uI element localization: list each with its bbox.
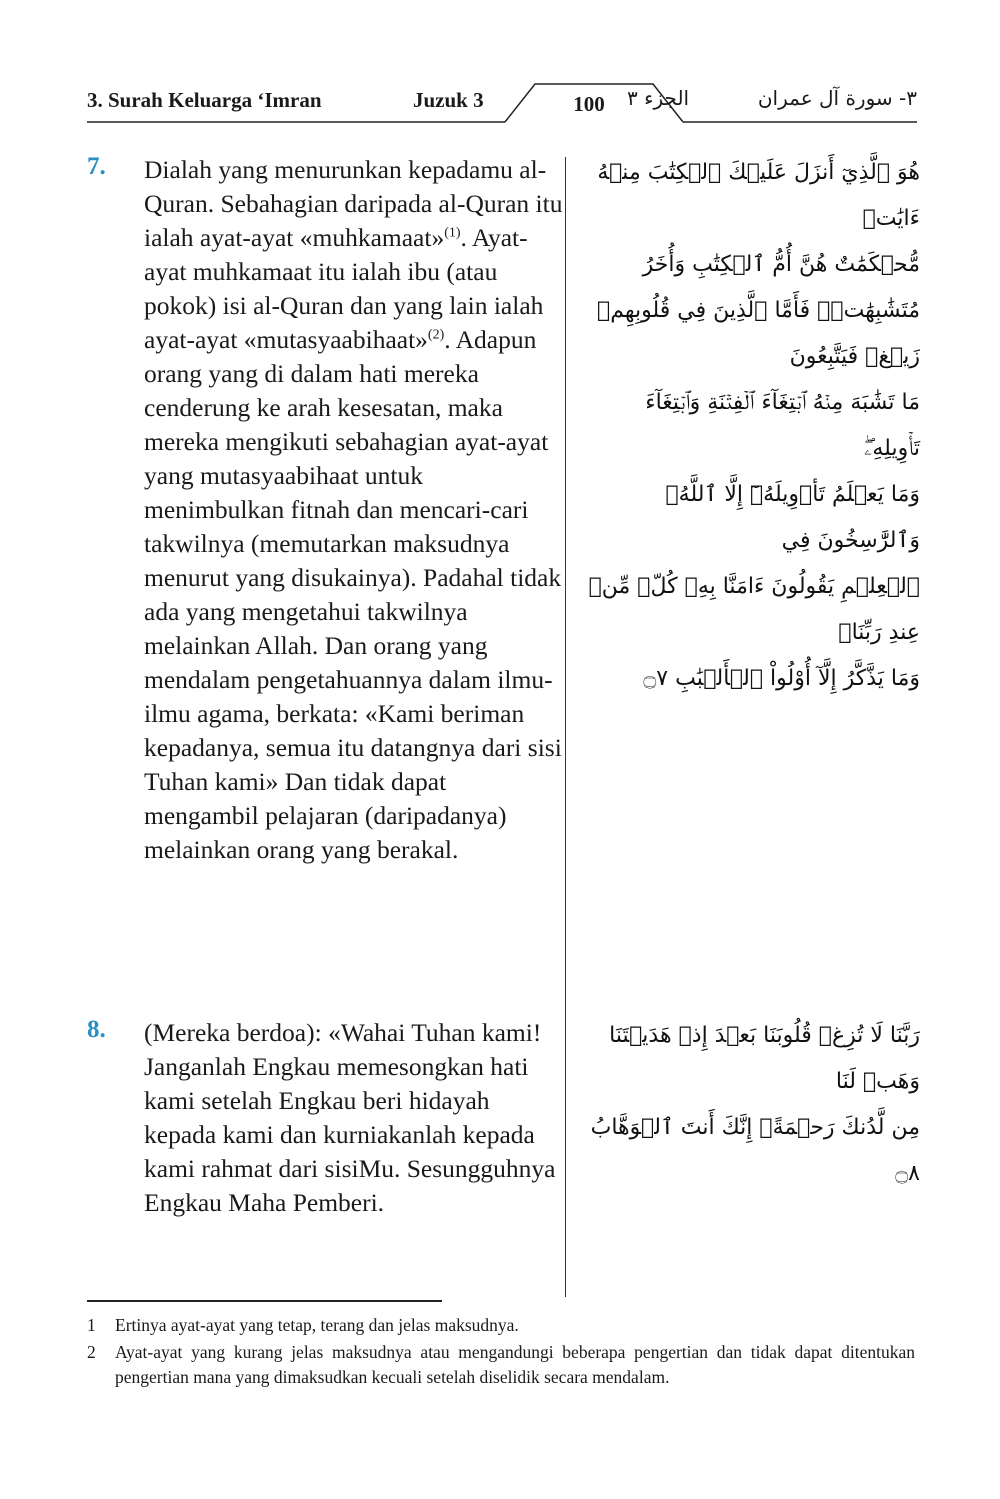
arabic-line: مُتَشَٰبِهَٰتٞۖ فَأَمَّا ٱلَّذِينَ فِي قُلُوبِهِمۡ زَيۡغٞ فَيَتَّبِعُونَ <box>597 298 920 369</box>
arabic-verse-8 <box>585 1013 920 1197</box>
arabic-line: ٱلۡعِلۡمِ يَقُولُونَ ءَامَنَّا بِهِۦ كُلّٞ مِّنۡ عِندِ رَبِّنَاۗ <box>588 574 920 645</box>
surah-title: 3. Surah Keluarga ‘Imran <box>87 88 322 112</box>
arabic-verse-7 <box>585 150 920 702</box>
footnote-rule <box>87 1300 442 1302</box>
footnote-marker-2: (2) <box>427 327 445 343</box>
arabic-surah-title: ٣- سورة آل عمران <box>757 86 917 110</box>
verse-text-part: . Ayat-ayat muhkamaat itu ialah ibu (atau pokok) isi al-Quran dan yang lain ialah ayat-ayat «mutasyaabihaat» <box>144 223 544 354</box>
footnote-text: Ayat-ayat yang kurang jelas maksudnya atau mengandungi beberapa pengertian dan tidak dapat ditentukan pengertian mana yang dimaksudkan kecuali setelah diselidik secara mendalam. <box>115 1342 915 1387</box>
footnote-2 <box>87 1340 915 1390</box>
verse-translation: (Mereka berdoa): «Wahai Tuhan kami! Janganlah Engkau memesongkan hati kami setelah Engkau beri hidayah kepada kami dan kurniakanlah kepada kami rahmat dari sisiMu. Sesungguhnya Engkau Maha Pemberi. <box>144 1018 556 1217</box>
page-header <box>87 80 917 124</box>
footnote-1 <box>87 1313 915 1338</box>
footnote-number: 2 <box>87 1342 96 1362</box>
footnote-number: 1 <box>87 1315 96 1335</box>
arabic-line: مُّحۡكَمَٰتٌ هُنَّ أُمُّ ٱلۡكِتَٰبِ وَأُخَرُ <box>642 252 920 277</box>
arabic-line: هُوَ ٱلَّذِيٓ أَنزَلَ عَلَيۡكَ ٱلۡكِتَٰبَ مِنۡهُ ءَايَٰتٞ <box>597 160 920 231</box>
arabic-juz-label: الجزء ٣ <box>627 86 690 110</box>
arabic-line: رَبَّنَا لَا تُزِغۡ قُلُوبَنَا بَعۡدَ إِذۡ هَدَيۡتَنَا وَهَبۡ لَنَا <box>609 1023 920 1094</box>
verse-text-part: . Adapun orang yang di dalam hati mereka cenderung ke arah kesesatan, maka mereka mengikuti sebahagian ayat-ayat yang mutasyaabihaat untuk menimbulkan fitnah dan mencari-cari takwilnya (memutarkan maksudnya menurut yang disukainya). Padahal tidak ada yang mengetahui takwilnya melainkan Allah. Dan orang yang mendalam pengetahuannya dalam ilmu-ilmu agama, berkata: «Kami beriman kepadanya, semua itu datangnya dari sisi Tuhan kami» Dan tidak dapat mengambil pelajaran (daripadanya) melainkan orang yang berakal. <box>144 325 562 864</box>
verse-number: 7. <box>87 153 106 180</box>
footnote-marker-1: (1) <box>444 225 461 241</box>
arabic-line: مِن لَّدُنكَ رَحۡمَةًۚ إِنَّكَ أَنتَ ٱلۡوَهَّابُ ۝٨ <box>590 1115 920 1186</box>
arabic-line: وَمَا يَذَّكَّرُ إِلَّآ أُوْلُواْ ٱلۡأَلۡبَٰبِ ۝٧ <box>643 666 920 691</box>
verse-text-part: Dialah yang menurunkan kepadamu al-Quran. Sebahagian daripada al-Quran itu ialah ayat-ayat «muhkamaat» <box>144 155 563 252</box>
footnote-text: Ertinya ayat-ayat yang tetap, terang dan jelas maksudnya. <box>115 1315 519 1335</box>
column-divider <box>565 157 566 1297</box>
footnotes <box>87 1313 915 1392</box>
page-number: 100 <box>573 92 605 116</box>
verse-number: 8. <box>87 1016 106 1043</box>
juzuk-label: Juzuk 3 <box>413 88 484 112</box>
arabic-line: مَا تَشَٰبَهَ مِنۡهُ ٱبۡتِغَآءَ ٱلۡفِتۡنَةِ وَٱبۡتِغَآءَ تَأۡوِيلِهِۦۖ <box>645 390 920 461</box>
verse-translation <box>144 153 564 867</box>
arabic-line: وَمَا يَعۡلَمُ تَأۡوِيلَهُۥٓ إِلَّا ٱللَّهُۗ وَٱلرَّٰسِخُونَ فِي <box>665 482 920 553</box>
